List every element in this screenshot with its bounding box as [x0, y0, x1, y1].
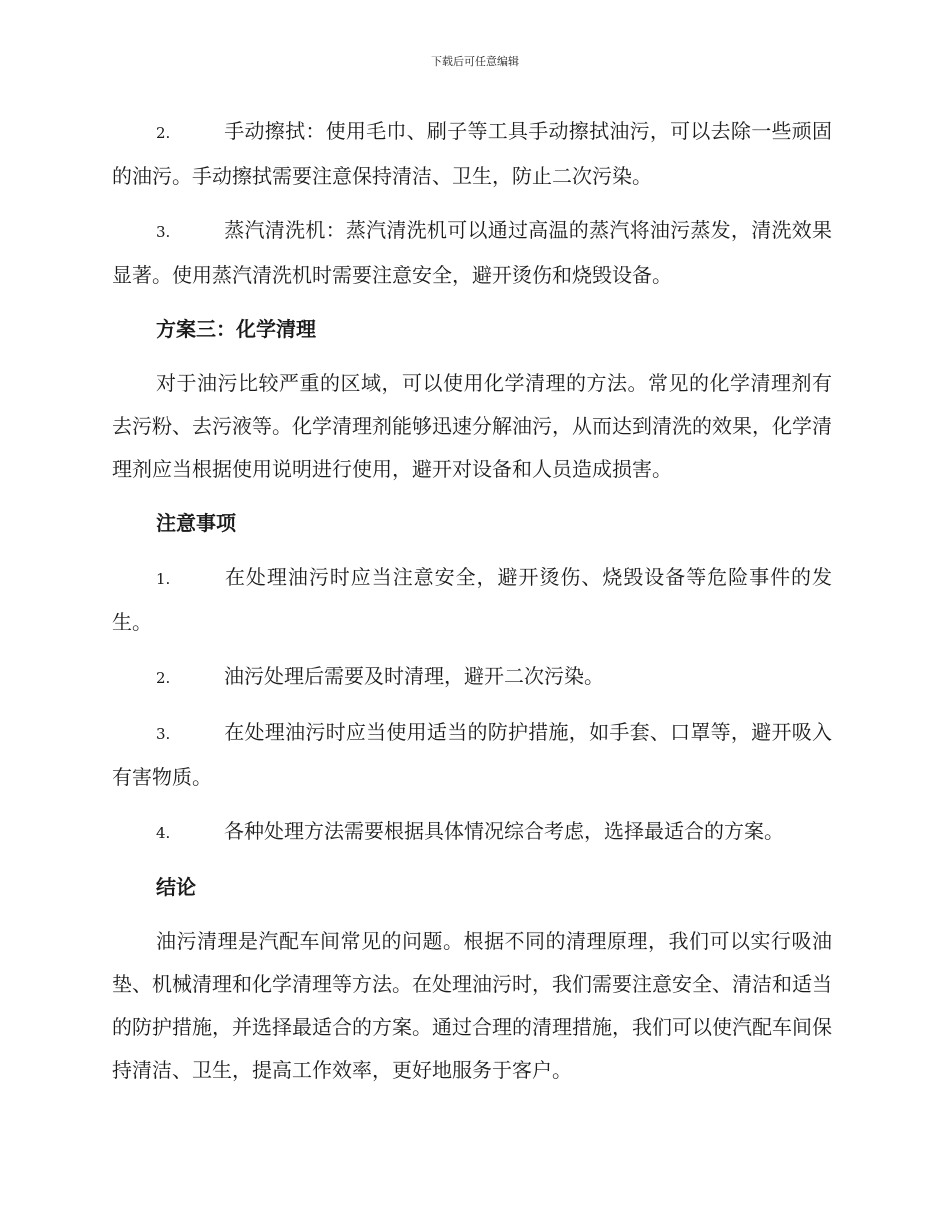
list-item-text: 手动擦拭：使用毛巾、刷子等工具手动擦拭油污，可以去除一些顽固的油污。手动擦拭需要注意保持清洁、卫生，防止二次污染。: [112, 119, 832, 188]
list-item-text: 在处理油污时应当注意安全，避开烫伤、烧毁设备等危险事件的发生。: [112, 565, 832, 634]
list-item-text: 油污处理后需要及时清理，避开二次污染。: [224, 664, 604, 688]
section-paragraph-chemical-cleaning: 对于油污比较严重的区域，可以使用化学清理的方法。常见的化学清理剂有去污粉、去污液等。化学清理剂能够迅速分解油污，从而达到清洗的效果，化学清理剂应当根据使用说明进行使用，避开对设备和人员造成损害。: [112, 371, 832, 481]
list-item: [112, 711, 832, 799]
list-item-number: 2.: [156, 669, 171, 687]
section-heading-precautions: 注意事项: [156, 511, 236, 535]
list-item-number: 3.: [156, 725, 171, 743]
list-item-number: 3.: [156, 223, 171, 241]
section-paragraph-conclusion: 油污清理是汽配车间常见的问题。根据不同的清理原理，我们可以实行吸油垫、机械清理和化学清理等方法。在处理油污时，我们需要注意安全、清洁和适当的防护措施，并选择最适合的方案。通过合理的清理措施，我们可以使汽配车间保持清洁、卫生，提高工作效率，更好地服务于客户。: [112, 929, 832, 1082]
section-heading-conclusion: 结论: [156, 875, 196, 899]
list-item: [112, 110, 832, 198]
list-item-number: 1.: [156, 570, 171, 588]
list-item-number: 4.: [156, 824, 171, 842]
list-item-text: 在处理油污时应当使用适当的防护措施，如手套、口罩等，避开吸入有害物质。: [112, 720, 832, 789]
list-item-text: 各种处理方法需要根据具体情况综合考虑，选择最适合的方案。: [224, 819, 784, 843]
list-item-number: 2.: [156, 124, 171, 142]
list-item-text: 蒸汽清洗机：蒸汽清洗机可以通过高温的蒸汽将油污蒸发，清洗效果显著。使用蒸汽清洗机时需要注意安全，避开烫伤和烧毁设备。: [112, 218, 832, 287]
list-item: [112, 556, 832, 644]
page-header-note: 下载后可任意编辑: [431, 55, 519, 68]
list-item: [112, 810, 832, 855]
section-heading-chemical-cleaning: 方案三：化学清理: [156, 317, 316, 341]
list-item: [112, 655, 832, 700]
list-item: [112, 209, 832, 297]
document-body: [112, 110, 832, 1103]
